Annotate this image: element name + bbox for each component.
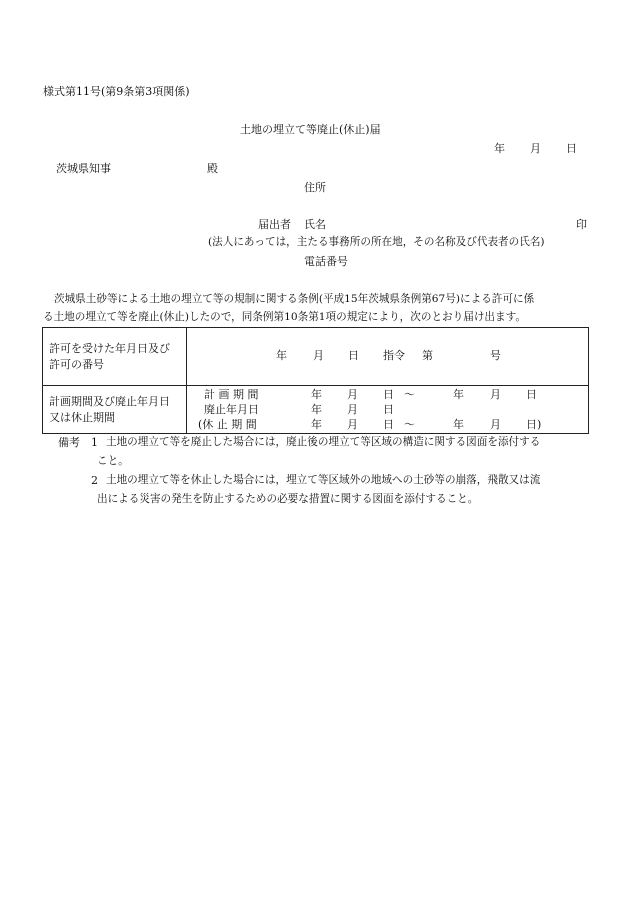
- permit-value-cell: [187, 328, 589, 386]
- notifier-label: 届出者: [258, 218, 291, 231]
- name-label: 氏名: [304, 218, 326, 231]
- note-1-line2: こと。: [97, 455, 129, 467]
- period-label-line1: 計画期間及び廃止年月日: [49, 394, 170, 408]
- suspend-start-year: 年: [311, 418, 322, 431]
- plan-period-label: 計 画 期 間: [204, 388, 259, 401]
- plan-tilde: ～: [404, 388, 415, 401]
- phone-label: 電話番号: [304, 255, 348, 268]
- permit-gou: 号: [490, 349, 501, 362]
- permit-day: 日: [348, 349, 359, 362]
- table-row-period: [43, 386, 589, 434]
- body-line-2: る土地の埋立て等を廃止(休止)したので，同条例第10条第1項の規定により，次のとおり届け出ます。: [43, 311, 526, 323]
- plan-end-year: 年: [453, 388, 464, 401]
- addressee-name: 茨城県知事: [56, 162, 111, 175]
- note-2-line1: 土地の埋立て等を休止した場合には，埋立て等区域外の地域への土砂等の崩落，飛散又は流: [106, 474, 541, 486]
- suspend-end-month: 月: [490, 418, 501, 431]
- seal-mark: 印: [576, 218, 587, 231]
- addressee-honorific: 殿: [207, 162, 218, 175]
- permit-directive: 指令: [383, 349, 405, 362]
- document-title: 土地の埋立て等廃止(休止)届: [240, 123, 381, 136]
- permit-year: 年: [276, 349, 287, 362]
- date-month: 月: [530, 142, 541, 155]
- suspend-end-year: 年: [453, 418, 464, 431]
- abolish-date-label: 廃止年月日: [204, 403, 259, 416]
- period-value-cell: [187, 386, 589, 434]
- notification-table: [42, 327, 589, 434]
- suspend-start-month: 月: [347, 418, 358, 431]
- note-2-line2: 出による災害の発生を防止するための必要な措置に関する図面を添付すること。: [97, 493, 479, 505]
- notes-label: 備考: [58, 436, 80, 449]
- form-number: 様式第11号(第9条第3項関係): [43, 85, 190, 98]
- permit-label-cell: [43, 328, 187, 386]
- permit-dai: 第: [422, 349, 433, 362]
- period-label-cell: [43, 386, 187, 434]
- body-line-1: 茨城県土砂等による土地の埋立て等の規制に関する条例(平成15年茨城県条例第67号)による許可に係: [54, 293, 535, 305]
- suspend-tilde: ～: [404, 418, 415, 431]
- plan-end-month: 月: [490, 388, 501, 401]
- date-year: 年: [494, 142, 505, 155]
- suspend-period-label: (休 止 期 間: [198, 418, 257, 431]
- plan-start-month: 月: [347, 388, 358, 401]
- suspend-end-day: 日): [526, 418, 542, 431]
- corporation-note: (法人にあっては，主たる事務所の所在地，その名称及び代表者の氏名): [208, 236, 545, 248]
- permit-label-line2: 許可の番号: [49, 357, 104, 371]
- abolish-month: 月: [347, 403, 358, 416]
- plan-start-day: 日: [383, 388, 394, 401]
- address-label: 住所: [304, 181, 326, 194]
- permit-month: 月: [313, 349, 324, 362]
- date-day: 日: [566, 142, 577, 155]
- note-1-number: 1: [91, 436, 98, 449]
- permit-label-line1: 許可を受けた年月日及び: [49, 341, 170, 355]
- suspend-start-day: 日: [383, 418, 394, 431]
- plan-start-year: 年: [311, 388, 322, 401]
- plan-end-day: 日: [526, 388, 537, 401]
- period-label-line2: 又は休止期間: [49, 410, 115, 424]
- note-2-number: 2: [91, 474, 98, 487]
- abolish-day: 日: [383, 403, 394, 416]
- abolish-year: 年: [311, 403, 322, 416]
- note-1-line1: 土地の埋立て等を廃止した場合には，廃止後の埋立て等区域の構造に関する図面を添付する: [106, 436, 541, 448]
- table-row-permit: [43, 328, 589, 386]
